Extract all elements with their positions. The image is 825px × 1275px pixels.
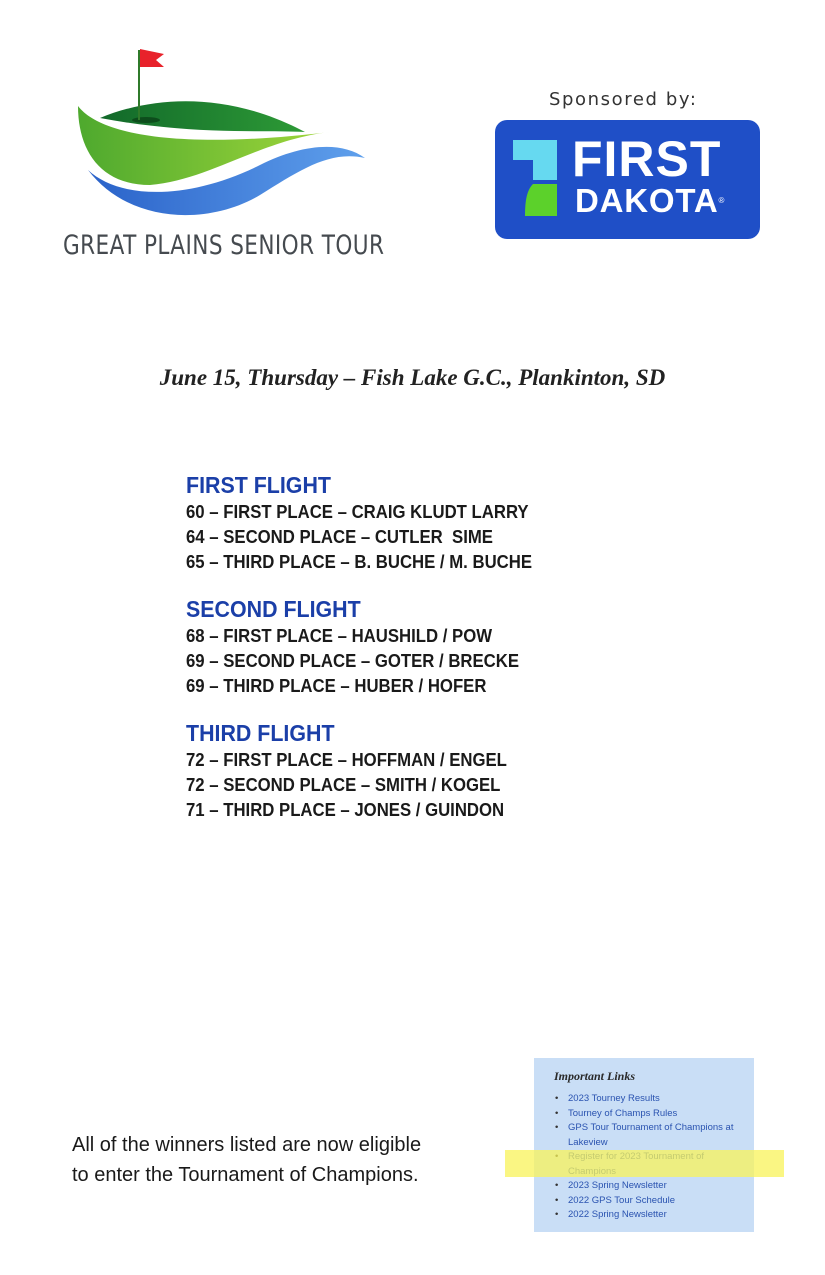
result-entry: 68 – FIRST PLACE – HAUSHILD / POW [186,626,493,646]
result-entry: 72 – SECOND PLACE – SMITH / KOGEL [186,775,501,795]
second-flight-section [186,594,558,699]
bullet-icon: • [555,1122,559,1133]
link-tournament-of-champions-lakeview[interactable]: • GPS Tour Tournament of Champions at Lakeview [555,1122,734,1148]
bullet-icon: • [555,1093,559,1104]
link-spring-newsletter-2023[interactable]: • 2023 Spring Newsletter [568,1179,736,1194]
first-flight-section [186,470,558,575]
result-entry: 60 – FIRST PLACE – CRAIG KLUDT LARRY [186,502,529,522]
result-entry: 65 – THIRD PLACE – B. BUCHE / M. BUCHE [186,552,533,572]
bullet-icon: • [555,1209,559,1220]
link-tour-schedule-2022[interactable]: • 2022 GPS Tour Schedule [568,1194,736,1209]
result-entry: 69 – THIRD PLACE – HUBER / HOFER [186,676,487,696]
event-heading: June 15, Thursday – Fish Lake G.C., Plankinton, SD [159,365,666,390]
first-dakota-logo [495,120,760,239]
golf-flag-wave-icon [60,40,390,240]
bullet-icon: • [555,1180,559,1191]
flight-title: THIRD FLIGHT [186,720,335,746]
result-entry: 69 – SECOND PLACE – GOTER / BRECKE [186,651,520,671]
great-plains-senior-tour-logo [60,40,390,280]
third-flight-section [186,718,558,823]
link-tourney-champs-rules[interactable]: • Tourney of Champs Rules [568,1107,736,1122]
result-entry: 64 – SECOND PLACE – CUTLER SIME [186,527,493,547]
sponsor-name-dakota: DAKOTA® [575,182,726,219]
first-dakota-mark-icon [495,120,575,239]
logo-wordmark: GREAT PLAINS SENIOR TOUR [63,230,385,261]
register-link-highlight [505,1150,784,1177]
eligibility-note [72,1130,421,1190]
link-spring-newsletter-2022[interactable]: • 2022 Spring Newsletter [568,1208,736,1223]
eligibility-note-line: to enter the Tournament of Champions. [72,1164,419,1186]
result-entry: 72 – FIRST PLACE – HOFFMAN / ENGEL [186,750,507,770]
registered-mark: ® [718,196,726,205]
sponsor-label: Sponsored by: [549,89,698,110]
important-links-title: Important Links [554,1069,636,1083]
eligibility-note-line: All of the winners listed are now eligible [72,1134,422,1156]
important-links-panel [534,1058,754,1232]
sponsor-name-first: FIRST [572,131,722,187]
link-tourney-results[interactable]: • 2023 Tourney Results [568,1092,736,1107]
bullet-icon: • [555,1194,559,1206]
bullet-icon: • [555,1107,559,1119]
flight-title: FIRST FLIGHT [186,472,331,498]
flight-title: SECOND FLIGHT [186,596,361,622]
result-entry: 71 – THIRD PLACE – JONES / GUINDON [186,800,505,820]
flight-results [186,470,558,842]
